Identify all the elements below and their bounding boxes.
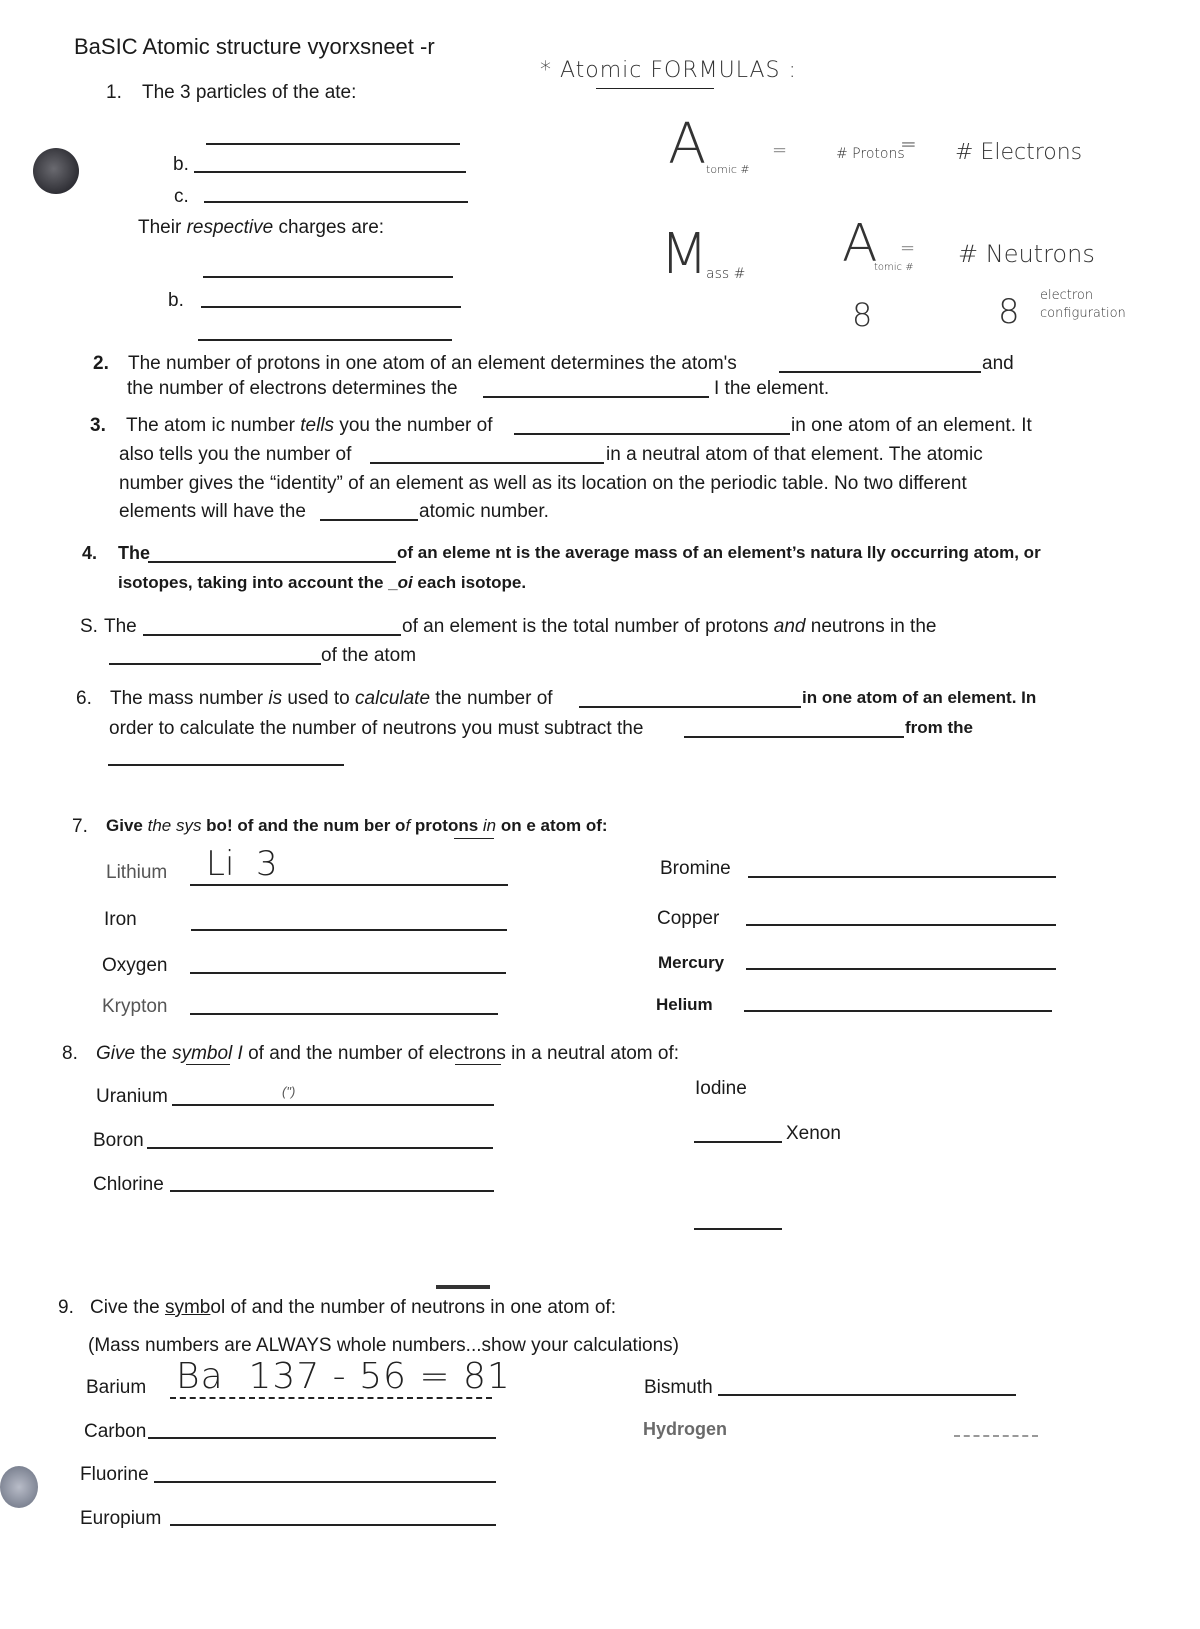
q4-line1a: The: [118, 543, 151, 563]
q7-label-mercury: Mercury: [658, 953, 725, 972]
q8-blank-uranium[interactable]: [172, 1104, 494, 1106]
q6-blank-2[interactable]: [684, 736, 904, 738]
q8-label-chlorine: Chlorine: [93, 1174, 164, 1195]
q6-blank-1[interactable]: [579, 706, 801, 708]
q5-line1a: The: [104, 616, 137, 637]
q4-line1b: of an eleme nt is the average mass of an element’s natura lly occurring atom, or: [397, 543, 1041, 562]
q7-blank-mercury[interactable]: [746, 968, 1056, 970]
q7-blank-lithium[interactable]: [190, 884, 508, 886]
q7-label-oxygen: Oxygen: [102, 955, 168, 976]
q2-number: 2.: [93, 353, 109, 374]
q8-blank-boron[interactable]: [147, 1147, 493, 1149]
q3-blank-3[interactable]: [320, 519, 418, 521]
q7-label-copper: Copper: [657, 908, 720, 929]
q8-number: 8.: [62, 1043, 78, 1064]
q9-blank-fluorine[interactable]: [154, 1481, 496, 1483]
q7-label-lithium: Lithium: [106, 862, 168, 883]
q7-blank-copper[interactable]: [746, 924, 1056, 926]
q7-blank-bromine[interactable]: [748, 876, 1056, 878]
q6-blank-3[interactable]: [108, 764, 344, 766]
q7-text: Give the sys bo! of and the num ber of protons in on e atom of:: [106, 816, 608, 835]
q1-blank-c[interactable]: [204, 201, 468, 203]
q3-blank-2[interactable]: [370, 462, 604, 464]
q8-label-boron: Boron: [93, 1130, 144, 1151]
q6-number: 6.: [76, 688, 92, 709]
q1-number: 1.: [106, 82, 122, 103]
q9-blank-europium[interactable]: [170, 1524, 496, 1526]
q2-blank-1[interactable]: [779, 371, 981, 373]
q9-answer-barium[interactable]: Ba 137 - 56 = 81: [176, 1356, 511, 1397]
formula-neutrons: # Neutrons: [958, 240, 1095, 268]
q7-blank-krypton[interactable]: [190, 1013, 498, 1015]
q7-answer-lithium[interactable]: Li 3: [206, 844, 278, 884]
q1-text: The 3 particles of the ate:: [142, 82, 357, 103]
formula-eq2: =: [900, 132, 917, 156]
q6-line2b: from the: [905, 718, 973, 737]
q7-blank-helium[interactable]: [744, 1010, 1052, 1012]
q9-blank-bismuth[interactable]: [718, 1394, 1016, 1396]
q3-line2b: in a neutral atom of that element. The atomic: [606, 444, 983, 465]
q3-line1b: in one atom of an element. It: [791, 415, 1032, 436]
q4-line2: isotopes, taking into account the _oi each isotope.: [118, 573, 527, 592]
formula-electrons: # Electrons: [955, 140, 1083, 165]
q2-line2a: the number of electrons determines the: [127, 378, 458, 399]
page-title: BaSIC Atomic structure vyorxsneet -r: [74, 34, 435, 59]
q4-number: 4.: [82, 543, 98, 563]
q8-mark-under-trons: [455, 1064, 501, 1065]
q9-label-bismuth: Bismuth: [644, 1377, 713, 1398]
q6-line1a: The mass number is used to calculate the number of: [110, 688, 553, 709]
q7-label-iron: Iron: [104, 909, 137, 930]
formula-mass-M: M: [660, 222, 709, 287]
q9-blank-barium[interactable]: [170, 1397, 492, 1399]
q8-label-iodine: Iodine: [695, 1078, 747, 1099]
q6-line1b: in one atom of an element. In: [802, 688, 1037, 707]
q9-note: (Mass numbers are ALWAYS whole numbers...show your calculations): [88, 1335, 679, 1356]
q1-charges-text: Their respective charges are:: [138, 217, 385, 238]
q8-uranium-mark: ("): [282, 1084, 296, 1099]
q1-charge-blank-b[interactable]: [201, 306, 461, 308]
q1-blank-a[interactable]: [206, 143, 460, 145]
q7-blank-iron[interactable]: [191, 929, 507, 931]
q8-label-xenon: Xenon: [786, 1123, 841, 1144]
q2-blank-2[interactable]: [483, 396, 709, 398]
q8-text: Give the symbol I of and the number of electrons in a neutral atom of:: [96, 1043, 680, 1064]
q1-c-label: c.: [174, 186, 189, 207]
q2-line1b: and: [982, 353, 1014, 374]
q7-label-helium: Helium: [656, 995, 713, 1014]
formula-protons: # Protons: [836, 146, 905, 162]
q3-blank-1[interactable]: [514, 433, 790, 435]
q9-number: 9.: [58, 1297, 74, 1318]
q1-b2-label: b.: [168, 290, 184, 311]
formula-mass-sub: ass #: [706, 266, 746, 282]
q8-blank-iodine[interactable]: [694, 1141, 782, 1143]
formula-atomic-A: A: [668, 112, 707, 177]
q1-b-label: b.: [173, 154, 189, 175]
formula-note: electron configuration: [1040, 288, 1126, 321]
q9-blank-hydrogen[interactable]: [954, 1435, 1038, 1437]
q1-charge-blank-a[interactable]: [203, 276, 453, 278]
formula-eq3: =: [900, 238, 916, 259]
q8-mark-under-symbol: [186, 1064, 230, 1065]
q5-line2: of the atom: [321, 645, 417, 666]
formulas-header: * Atomic FORMULAS :: [540, 58, 797, 83]
formula-eq1: =: [772, 140, 788, 161]
q5-line1b: of an element is the total number of protons and neutrons in the: [402, 616, 937, 637]
q9-top-mark: [436, 1285, 490, 1289]
q9-label-europium: Europium: [80, 1508, 162, 1529]
q9-label-barium: Barium: [86, 1377, 147, 1398]
q5-number: S.: [80, 616, 98, 637]
q9-label-carbon: Carbon: [84, 1421, 147, 1442]
formula-atomic-sub: tomic #: [706, 163, 750, 176]
q9-label-hydrogen: Hydrogen: [643, 1419, 728, 1439]
q2-line2b: I the element.: [714, 378, 830, 399]
formulas-header-underline: [596, 88, 714, 89]
q7-number: 7.: [72, 816, 88, 837]
formula-value-8b: 8: [998, 292, 1020, 332]
q7-blank-oxygen[interactable]: [190, 972, 506, 974]
q9-text: Cive the symbol of and the number of neutrons in one atom of:: [90, 1297, 616, 1318]
q3-line1a: The atom ic number tells you the number of: [126, 415, 493, 436]
q9-label-fluorine: Fluorine: [80, 1464, 149, 1485]
q3-line4b: atomic number.: [419, 501, 549, 522]
q7-label-krypton: Krypton: [102, 996, 168, 1017]
q5-blank-2[interactable]: [109, 663, 321, 665]
q3-line3: number gives the “identity” of an element as well as its location on the periodic table. No two different: [119, 473, 967, 494]
q7-label-bromine: Bromine: [660, 858, 731, 879]
q4-blank-1[interactable]: [148, 561, 396, 563]
q6-line2a: order to calculate the number of neutrons you must subtract the: [109, 718, 644, 739]
q1-charge-blank-c[interactable]: [198, 339, 452, 341]
q9-blank-carbon[interactable]: [148, 1437, 496, 1439]
punch-hole-bottom: [0, 1466, 38, 1508]
q3-number: 3.: [90, 415, 106, 436]
q8-label-uranium: Uranium: [96, 1086, 168, 1107]
q1-blank-b[interactable]: [194, 171, 466, 173]
q8-blank-chlorine[interactable]: [170, 1190, 494, 1192]
q3-line2a: also tells you the number of: [119, 444, 352, 465]
q7-mark-under-protons: [454, 838, 494, 839]
q5-blank-1[interactable]: [143, 634, 401, 636]
punch-hole-top: [33, 148, 79, 194]
formula-atomic2-sub: tomic #: [874, 262, 914, 273]
q3-line4a: elements will have the: [119, 501, 306, 522]
formula-atomic2-A: A: [842, 214, 878, 274]
q2-line1a: The number of protons in one atom of an element determines the atom's: [128, 353, 737, 374]
q8-blank-xenon[interactable]: [694, 1228, 782, 1230]
formula-value-8a: 8: [852, 296, 873, 334]
